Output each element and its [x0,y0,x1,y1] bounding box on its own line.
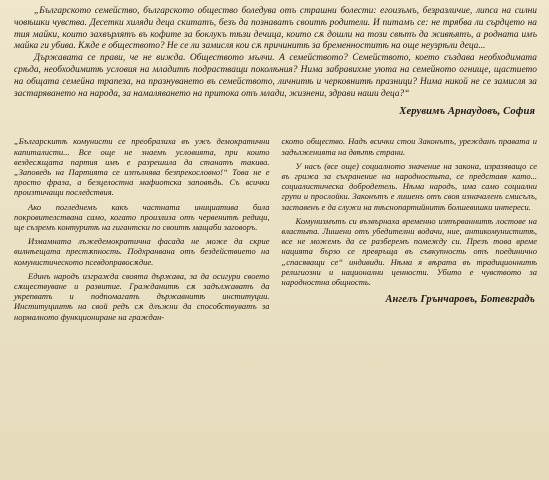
letter2-signature: Ангелъ Грънчаровъ, Ботевградъ [385,294,535,306]
right-column [282,136,538,323]
letter2-left-paragraph-2: Ако погледнемъ какъ частната инициатива била покровителствана само, когато произлиза отъ червенитѣ редици, ще съзремъ контуритѣ на гигантски по своитѣ мащаби заговоръ. [14,201,270,232]
letter1-paragraph-2: Държавата се прави, че не вижда. Обществото мълчи. А семейството? Семейството, което създава необходимата срѣда, необходимитѣ условия на младитѣ подрастващи поколѣния? Нима забравихме уюта на семейното огнище, щастието на общата семейна трапеза, на празнуването въ семейството, личнитѣ и черковнитѣ празници? Нима никой не се замисля за застаряването на народа, за намаляването на притока отъ млади, жизнени, здрави наши деца?“ [14,53,537,99]
letter2-left-paragraph-4: Единъ народъ изгражда своята държава, за да осигури своето сѫществуване и развитие. Гражданитѣ сѫ задължаватъ да укрепватъ и подпомагатъ държавнитѣ институции. Институциитѣ на свой редъ сѫ длъжни да способствуватъ за нормалното функциониране на граждан- [14,270,270,322]
letter1-signature: Херувимъ Арнаудовъ, София [399,106,535,118]
letter2-right-paragraph-1: ското общество. Надъ всички стои Законътъ, урежданъ правата и задълженията на двѣтѣ страни. [281,136,537,157]
letter2-left-paragraph-3: Измамната лъжедемократична фасада не може да скрие вилнѣещата престѫпность. Подхранвана отъ бездействието на комунистическото псевдоправосѫдие. [14,236,270,267]
letter-granchkarov [14,136,537,323]
letter1-paragraph-1: „Българското семейство, българското общество боледува отъ страшни болести: егоизъмъ, безразличие, липса на силни човѣшки чувства. Десетки хиляди деца скитатъ, безъ да познаватъ своитѣ родители. И питамъ се: не трябва ли сърдцето на тия майки, които захвърлятъ въ кофите за боклукъ тѣзи дечица, които сѫ дошли на този свѣтъ да живѣятъ, а родната имъ майка ги убива. Кѫде е обществото? Не се ли замисля кои сѫ причинитѣ за бременноститѣ на още неузрѣли деца... [14,6,537,52]
left-column [14,136,270,323]
letter2-left-paragraph-1: „Българскитѣ комунисти се преобразиха въ ужъ демократични капиталисти... Все още не знаемъ условията, при които вездесѫщата партия имъ е разрешила да станатъ такива. „Заповедь на Партията се изпълнява безпрекословно!“ Това не е просто фраза, а безцелостна мафиотска заповѣдь. Съ всички произтичащи последствия. [14,136,270,198]
letter2-right-paragraph-2: У насъ (все още) социалното значение на закона, изразяващо се въ грижа за съхранение на народностьта, се представя катo... социалистическа добродетель. Нѣма народъ, има само социални групи и прослойки. Законътъ е лишенъ отъ своя изначаленъ смисълъ, заставенъ е да служи на тѣснопартийнитѣ болшевишки интереси. [281,160,537,212]
letter-harlampiev [14,6,537,118]
letter2-right-paragraph-3: Комунизмътъ си възвърнаха временно изтърваннитѣ лостове на властьта. Лишени отъ убедителни водачи, ние, антикомуниститѣ, все не можемъ да се разберемъ помежду си. Презъ това време нацията бързо се превръща въ съвкупность отъ поединично „спасяващи се“ индивиди. Нѣма я вѣрата въ традиционнитѣ религиозни и национални ценности. Убито е чувството за народностна общность. [281,215,537,288]
